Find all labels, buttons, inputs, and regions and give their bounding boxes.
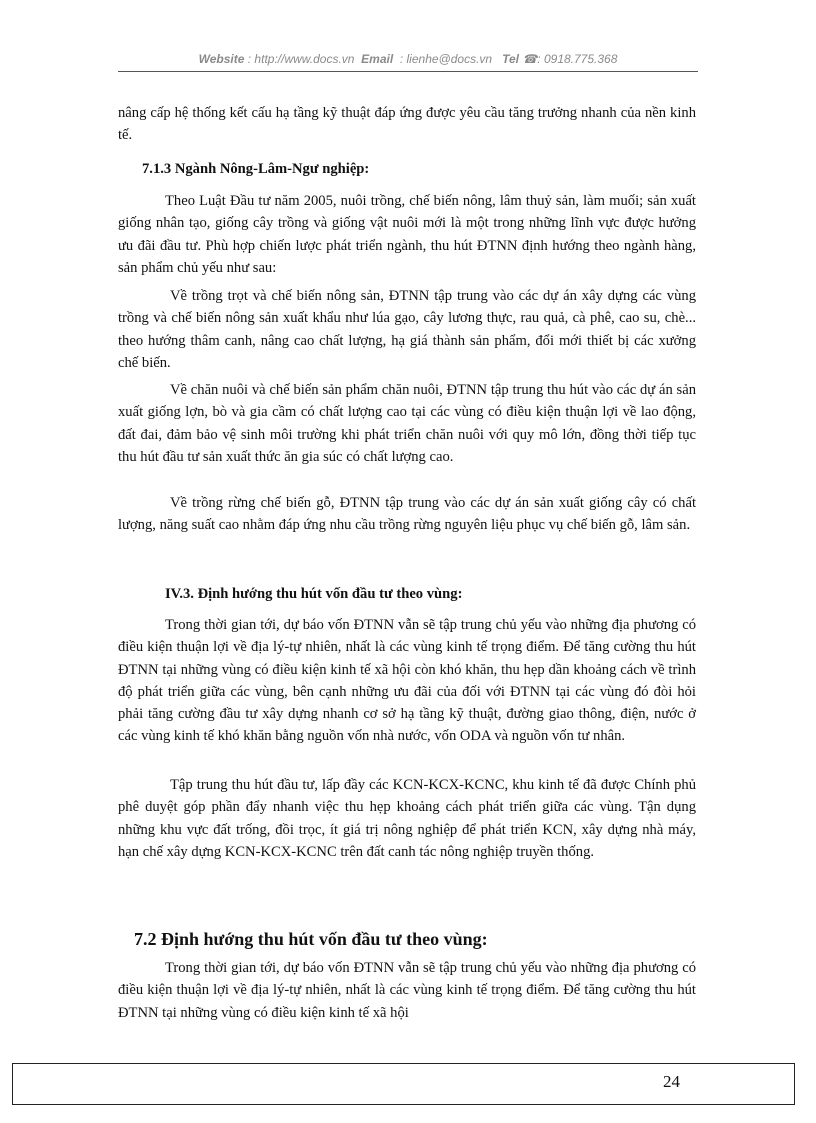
paragraph-forestry: Về trồng rừng chế biến gỗ, ĐTNN tập trung vào các dự án sản xuất giống cây có chất lượng, năng suất cao nhằm đáp ứng nhu cầu trồng rừng nguyên liệu phục vụ chế biến gỗ, lâm sản. <box>118 495 696 534</box>
email-label: Email <box>361 52 394 66</box>
website-label: Website <box>198 52 245 66</box>
paragraph-crops: Về trồng trọt và chế biến nông sản, ĐTNN tập trung vào các dự án xây dựng các vùng trồng và chế biến nông sản xuất khẩu như lúa gạo, cây lương thực, rau quả, cà phê, cao su, chè... theo hướng thâm canh, nâng cao chất lượng, hạ giá thành sản phẩm, đổi mới thiết bị các xưởng chế biến. <box>118 288 696 371</box>
phone-icon: ☎ <box>522 52 538 66</box>
paragraph-investment-law: Theo Luật Đầu tư năm 2005, nuôi trồng, chế biến nông, lâm thuỷ sản, làm muối; sản xuất giống nhân tạo, giống cây trồng và giống vật nuôi mới là một trong những lĩnh vực được hưởng ưu đãi đầu tư. Phù hợp chiến lược phát triển ngành, thu hút ĐTNN định hướng theo ngành hàng, sản phẩm chủ yếu như sau: <box>118 193 696 276</box>
paragraph-regional-outlook-repeat: Trong thời gian tới, dự báo vốn ĐTNN vẫn sẽ tập trung chủ yếu vào những địa phương có điều kiện thuận lợi về địa lý-tự nhiên, nhất là các vùng kinh tế trọng điểm. Để tăng cường thu hút ĐTNN tại những vùng có điều kiện kinh tế xã hội <box>118 960 696 1021</box>
paragraph-regional-outlook: Trong thời gian tới, dự báo vốn ĐTNN vẫn sẽ tập trung chủ yếu vào những địa phương có điều kiện thuận lợi về địa lý-tự nhiên, nhất là các vùng kinh tế trọng điểm. Để tăng cường thu hút ĐTNN tại những vùng có điều kiện kinh tế xã hội còn khó khăn, thu hẹp dần khoảng cách về trình độ phát triển giữa các vùng, bên cạnh những ưu đãi của đối với ĐTNN tại các vùng đó đòi hỏi phải tăng cường đầu tư xây dựng nhanh cơ sở hạ tầng kỹ thuật, đường giao thông, điện, nước ở các vùng kinh tế khó khăn bằng nguồn vốn nhà nước, vốn ODA và nguồn vốn tư nhân. <box>118 617 696 745</box>
paragraph-industrial-zones: Tập trung thu hút đầu tư, lấp đầy các KCN-KCX-KCNC, khu kinh tế đã được Chính phủ phê duyệt góp phần đẩy nhanh việc thu hẹp khoảng cách phát triển giữa các vùng. Tận dụng những khu vực đất trống, đồi trọc, ít giá trị nông nghiệp để phát triển KCN, xây dựng nhà máy, hạn chế xây dựng KCN-KCX-KCNC trên đất canh tác nông nghiệp truyền thống. <box>118 777 696 860</box>
header-divider <box>118 71 698 72</box>
website-url[interactable]: : http://www.docs.vn <box>247 52 355 66</box>
section-heading-7-2: 7.2 Định hướng thu hút vốn đầu tư theo vùng: <box>134 929 488 949</box>
paragraph-livestock: Về chăn nuôi và chế biến sản phẩm chăn nuôi, ĐTNN tập trung thu hút vào các dự án sản xuất giống lợn, bò và gia cầm có chất lượng cao tại các vùng có điều kiện thuận lợi về lao động, đất đai, đảm bảo vệ sinh môi trường khi phát triển chăn nuôi với quy mô lớn, đồng thời tiếp tục thu hút đầu tư sản xuất thức ăn gia súc có chất lượng cao. <box>118 382 696 465</box>
email-address[interactable]: : lienhe@docs.vn <box>399 52 493 66</box>
page-header <box>120 52 696 66</box>
page-footer <box>12 1063 795 1105</box>
section-heading-iv-3: IV.3. Định hướng thu hút vốn đầu tư theo vùng: <box>165 586 463 602</box>
section-heading-7-1-3: 7.1.3 Ngành Nông-Lâm-Ngư nghiệp: <box>142 161 370 177</box>
page-number: 24 <box>663 1072 680 1091</box>
tel-number: : 0918.775.368 <box>537 52 618 66</box>
tel-label: Tel <box>502 52 519 66</box>
paragraph-intro: nâng cấp hệ thống kết cấu hạ tầng kỹ thuật đáp ứng được yêu cầu tăng trưởng nhanh của nền kinh tế. <box>118 105 696 144</box>
